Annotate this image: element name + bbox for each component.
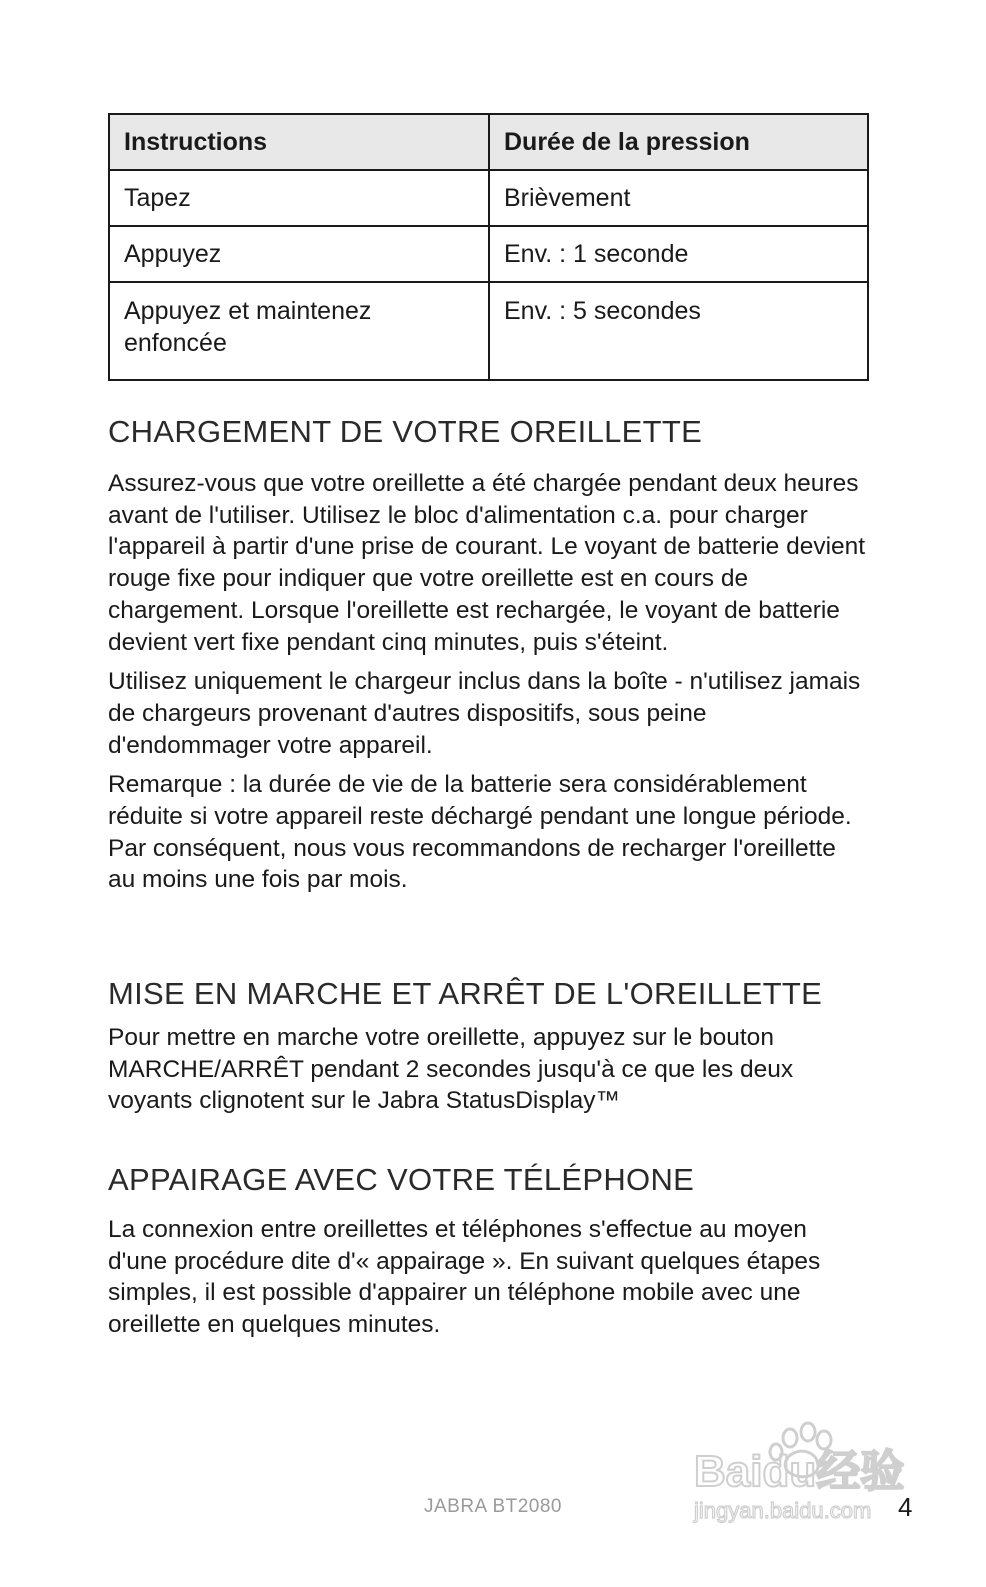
table-header-row (109, 114, 868, 170)
table-row (109, 226, 868, 282)
table-cell-instruction: Tapez (109, 170, 489, 226)
section-heading: APPAIRAGE AVEC VOTRE TÉLÉPHONE (108, 1162, 695, 1197)
section-charging (108, 414, 868, 904)
watermark-brand: Baidu经验 (694, 1447, 905, 1496)
table-cell-duration: Env. : 5 secondes (489, 282, 868, 380)
table-cell-instruction: Appuyez (109, 226, 489, 282)
footer-product-name: JABRA BT2080 (423, 1496, 563, 1517)
table-cell-duration: Env. : 1 seconde (489, 226, 868, 282)
section-paragraph: La connexion entre oreillettes et téléphones s'effectue au moyen d'une procédure dite d'« appairage ». En suivant quelques étapes simples, il est possible d'appairer un téléphone mobile avec une oreillette en quelques minutes. (108, 1216, 821, 1339)
table-cell-instruction: Appuyez et maintenez enfoncée (109, 282, 489, 380)
section-paragraph: Pour mettre en marche votre oreillette, appuyez sur le bouton MARCHE/ARRÊT pendant 2 secondes jusqu'à ce que les deux voyants clignotent sur le Jabra StatusDisplay™ (108, 1024, 794, 1115)
table-row (109, 170, 868, 226)
table-header-instructions: Instructions (109, 114, 489, 170)
table-header-duration: Durée de la pression (489, 114, 868, 170)
section-paragraph: Utilisez uniquement le chargeur inclus dans la boîte - n'utilisez jamais de chargeurs provenant d'autres dispositifs, sous peine d'endommager votre appareil. (108, 668, 861, 759)
section-power (108, 976, 868, 1125)
page-number: 4 (898, 1492, 913, 1522)
section-paragraph: Assurez-vous que votre oreillette a été chargée pendant deux heures avant de l'utiliser. Utilisez le bloc d'alimentation c.a. pour charger l'appareil à partir d'une prise de courant. Le voyant de batterie devient rouge fixe pour indiquer que votre oreillette est en cours de chargement. Lorsque l'oreillette est rechargée, le voyant de batterie devient vert fixe pendant cinq minutes, puis s'éteint. (108, 470, 866, 656)
section-pairing (108, 1162, 868, 1349)
watermark-url: jingyan.baidu.com (694, 1498, 872, 1523)
baidu-watermark-logo (692, 1420, 922, 1532)
section-heading: MISE EN MARCHE ET ARRÊT DE L'OREILLETTE (108, 976, 823, 1011)
table-cell-duration: Brièvement (489, 170, 868, 226)
section-heading: CHARGEMENT DE VOTRE OREILLETTE (108, 414, 703, 449)
section-paragraph: Remarque : la durée de vie de la batterie sera considérablement réduite si votre appareil reste déchargé pendant une longue période. Par conséquent, nous vous recommandons de recharger l'oreillette au moins une fois par mois. (108, 771, 852, 894)
table-row (109, 282, 868, 380)
press-duration-table (108, 113, 869, 381)
